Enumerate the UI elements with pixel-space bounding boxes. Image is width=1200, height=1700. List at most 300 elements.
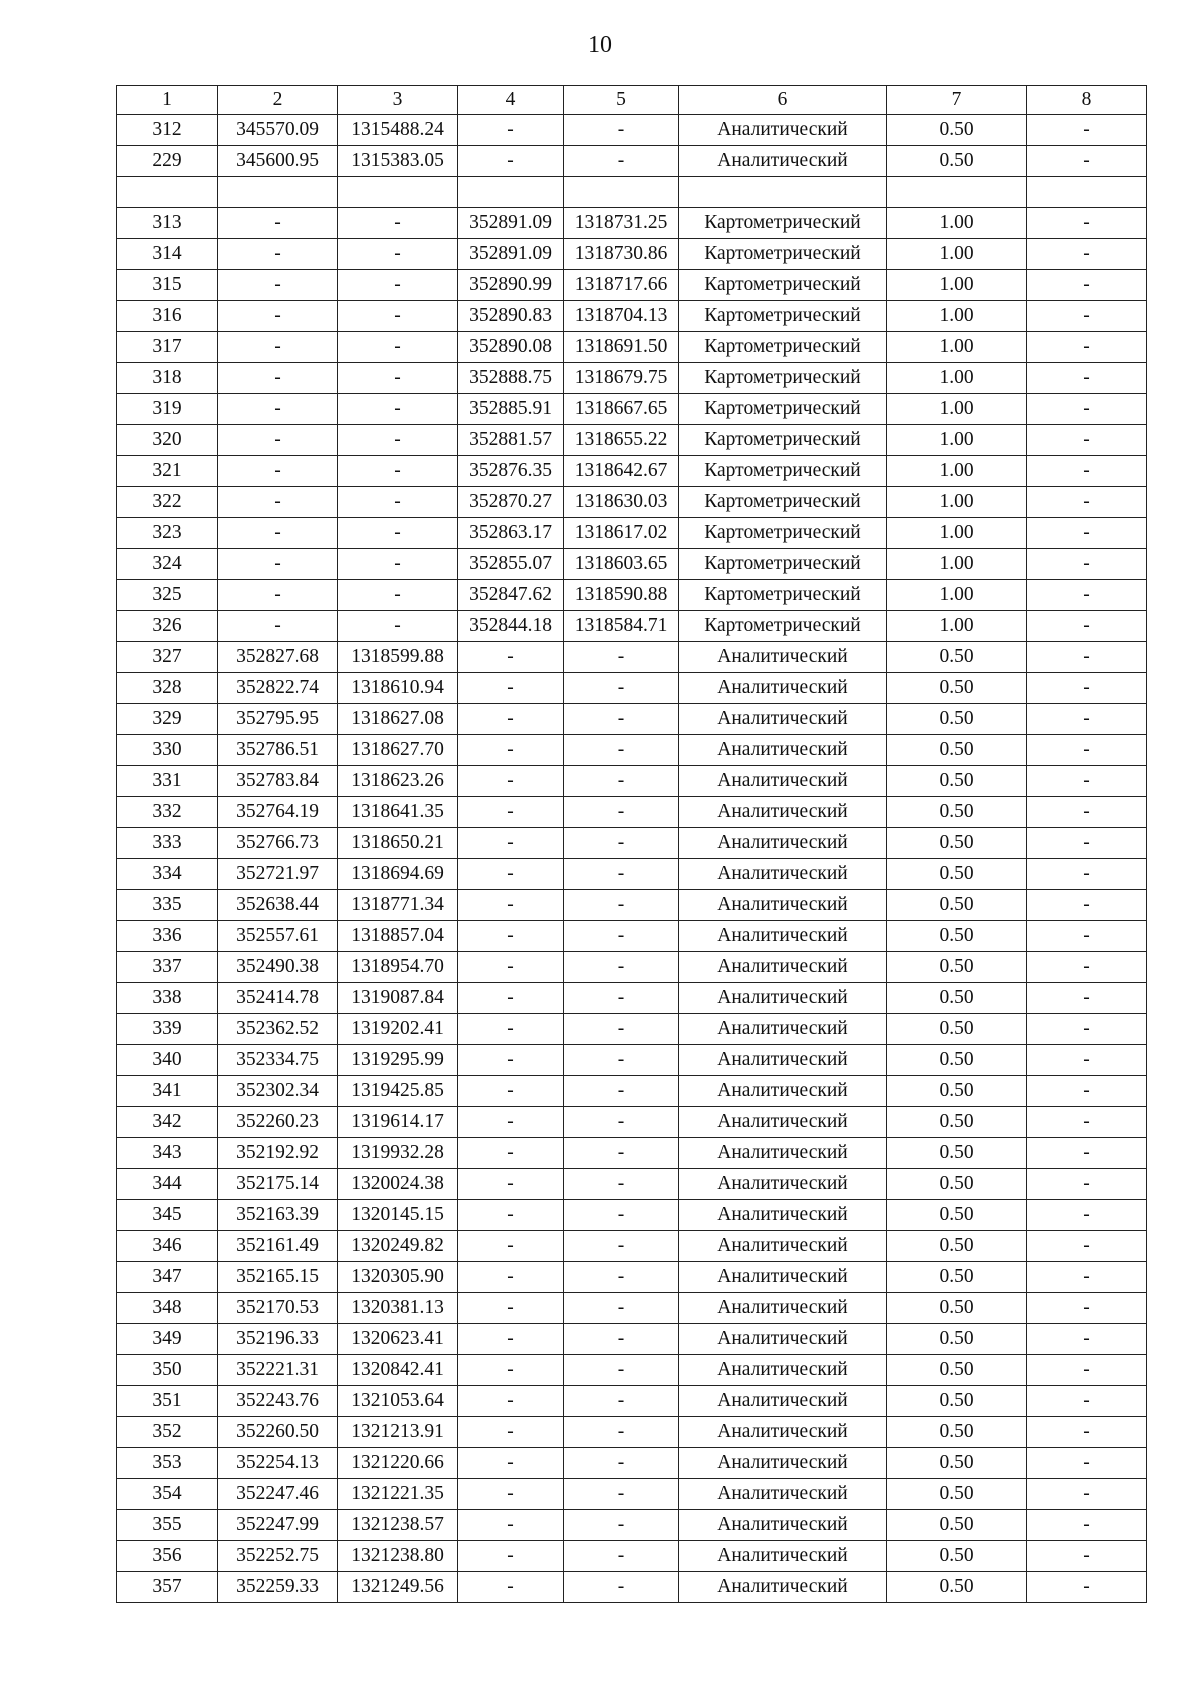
table-cell: Аналитический: [679, 1076, 887, 1107]
table-cell: 1320842.41: [338, 1355, 458, 1386]
table-cell: -: [564, 1200, 679, 1231]
table-cell: 0.50: [887, 1076, 1027, 1107]
table-cell: [338, 177, 458, 208]
table-cell: 0.50: [887, 1510, 1027, 1541]
table-row: [117, 487, 1147, 518]
table-cell: -: [564, 1572, 679, 1603]
table-cell: -: [1027, 208, 1147, 239]
table-cell: 0.50: [887, 735, 1027, 766]
table-cell: 345600.95: [218, 146, 338, 177]
table-cell: Картометрический: [679, 208, 887, 239]
table-cell: 1319614.17: [338, 1107, 458, 1138]
table-cell: 352163.39: [218, 1200, 338, 1231]
table-cell: 352260.23: [218, 1107, 338, 1138]
table-cell: 352890.83: [458, 301, 564, 332]
table-cell: 352786.51: [218, 735, 338, 766]
header-cell: 5: [564, 86, 679, 115]
table-cell: 1318717.66: [564, 270, 679, 301]
table-cell: -: [1027, 146, 1147, 177]
table-cell: Картометрический: [679, 394, 887, 425]
table-cell: 353: [117, 1448, 218, 1479]
table-cell: Аналитический: [679, 859, 887, 890]
table-row: [117, 363, 1147, 394]
table-cell: 0.50: [887, 921, 1027, 952]
table-cell: -: [458, 952, 564, 983]
table-cell: Аналитический: [679, 921, 887, 952]
table-row: [117, 952, 1147, 983]
table-cell: 352302.34: [218, 1076, 338, 1107]
table-cell: -: [1027, 611, 1147, 642]
table-cell: 1.00: [887, 611, 1027, 642]
table-cell: 352254.13: [218, 1448, 338, 1479]
table-cell: -: [458, 1324, 564, 1355]
table-cell: Аналитический: [679, 735, 887, 766]
table-cell: 1319087.84: [338, 983, 458, 1014]
table-cell: 352891.09: [458, 208, 564, 239]
table-cell: -: [338, 487, 458, 518]
table-cell: 352175.14: [218, 1169, 338, 1200]
table-cell: 329: [117, 704, 218, 735]
table-cell: -: [1027, 425, 1147, 456]
table-cell: -: [564, 983, 679, 1014]
table-cell: 313: [117, 208, 218, 239]
table-cell: 352247.46: [218, 1479, 338, 1510]
table-cell: -: [218, 363, 338, 394]
table-row: [117, 1479, 1147, 1510]
table-cell: -: [338, 239, 458, 270]
table-cell: -: [564, 642, 679, 673]
table-cell: -: [458, 1076, 564, 1107]
table-cell: 0.50: [887, 1138, 1027, 1169]
table-cell: -: [458, 1572, 564, 1603]
table-cell: 0.50: [887, 1014, 1027, 1045]
table-cell: 352855.07: [458, 549, 564, 580]
table-cell: -: [458, 766, 564, 797]
table-cell: -: [1027, 1572, 1147, 1603]
table-row: [117, 859, 1147, 890]
table-cell: -: [338, 611, 458, 642]
table-cell: -: [564, 890, 679, 921]
table-cell: -: [458, 921, 564, 952]
table-cell: -: [564, 673, 679, 704]
table-cell: -: [1027, 642, 1147, 673]
table-cell: 347: [117, 1262, 218, 1293]
table-row: [117, 1448, 1147, 1479]
table-cell: 352847.62: [458, 580, 564, 611]
table-cell: Аналитический: [679, 673, 887, 704]
table-cell: Аналитический: [679, 1324, 887, 1355]
table-cell: 1.00: [887, 518, 1027, 549]
table-cell: -: [218, 332, 338, 363]
table-cell: 0.50: [887, 1355, 1027, 1386]
table-cell: -: [458, 1355, 564, 1386]
table-cell: -: [1027, 239, 1147, 270]
table-cell: -: [1027, 1386, 1147, 1417]
table-cell: 0.50: [887, 1572, 1027, 1603]
table-row: [117, 1293, 1147, 1324]
table-cell: 352247.99: [218, 1510, 338, 1541]
table-cell: 349: [117, 1324, 218, 1355]
table-cell: Аналитический: [679, 1479, 887, 1510]
table-cell: -: [564, 1107, 679, 1138]
table-cell: -: [1027, 363, 1147, 394]
table-cell: -: [564, 921, 679, 952]
table-row: [117, 239, 1147, 270]
table-row: [117, 611, 1147, 642]
table-row: [117, 642, 1147, 673]
table-cell: 330: [117, 735, 218, 766]
table-cell: -: [458, 1231, 564, 1262]
table-cell: -: [1027, 580, 1147, 611]
table-cell: -: [1027, 766, 1147, 797]
table-cell: Аналитический: [679, 1262, 887, 1293]
table-cell: Аналитический: [679, 766, 887, 797]
table-row: [117, 1386, 1147, 1417]
table-row: [117, 766, 1147, 797]
table-cell: 1320381.13: [338, 1293, 458, 1324]
table-cell: 1318704.13: [564, 301, 679, 332]
table-cell: 1.00: [887, 549, 1027, 580]
table-cell: Аналитический: [679, 1293, 887, 1324]
table-cell: 352822.74: [218, 673, 338, 704]
table-cell: -: [458, 1510, 564, 1541]
table-cell: -: [458, 146, 564, 177]
table-cell: 0.50: [887, 1541, 1027, 1572]
table-cell: -: [458, 1138, 564, 1169]
table-cell: 352165.15: [218, 1262, 338, 1293]
table-row: [117, 1076, 1147, 1107]
table-cell: 0.50: [887, 1262, 1027, 1293]
table-cell: 352888.75: [458, 363, 564, 394]
table-cell: 352252.75: [218, 1541, 338, 1572]
table-row: [117, 890, 1147, 921]
table-cell: -: [1027, 1293, 1147, 1324]
table-cell: 352414.78: [218, 983, 338, 1014]
table-cell: -: [1027, 115, 1147, 146]
table-cell: 333: [117, 828, 218, 859]
table-cell: 1320623.41: [338, 1324, 458, 1355]
table-cell: 352170.53: [218, 1293, 338, 1324]
table-cell: -: [1027, 1541, 1147, 1572]
table-cell: -: [1027, 1510, 1147, 1541]
table-cell: 344: [117, 1169, 218, 1200]
table-cell: -: [458, 1293, 564, 1324]
table-cell: 315: [117, 270, 218, 301]
table-cell: 0.50: [887, 1324, 1027, 1355]
table-cell: 352827.68: [218, 642, 338, 673]
table-cell: [117, 177, 218, 208]
table-cell: 352721.97: [218, 859, 338, 890]
table-cell: 1318679.75: [564, 363, 679, 394]
table-cell: -: [1027, 952, 1147, 983]
table-cell: -: [458, 859, 564, 890]
table-cell: -: [1027, 921, 1147, 952]
table-cell: Аналитический: [679, 642, 887, 673]
table-cell: Аналитический: [679, 1448, 887, 1479]
table-cell: Картометрический: [679, 239, 887, 270]
table-row: [117, 115, 1147, 146]
table-cell: -: [564, 1510, 679, 1541]
table-cell: 0.50: [887, 983, 1027, 1014]
table-cell: Аналитический: [679, 1510, 887, 1541]
table-cell: 332: [117, 797, 218, 828]
table-cell: -: [1027, 1138, 1147, 1169]
table-cell: 1321053.64: [338, 1386, 458, 1417]
table-cell: -: [338, 425, 458, 456]
table-cell: -: [564, 115, 679, 146]
table-cell: -: [1027, 890, 1147, 921]
table-cell: 1321238.80: [338, 1541, 458, 1572]
table-cell: -: [338, 394, 458, 425]
table-row: [117, 1138, 1147, 1169]
table-cell: 1318627.70: [338, 735, 458, 766]
table-cell: 352334.75: [218, 1045, 338, 1076]
table-cell: 1.00: [887, 301, 1027, 332]
table-cell: -: [458, 1541, 564, 1572]
table-row: [117, 1262, 1147, 1293]
table-cell: 1.00: [887, 270, 1027, 301]
table-cell: -: [1027, 735, 1147, 766]
table-cell: Аналитический: [679, 1169, 887, 1200]
table-cell: -: [218, 270, 338, 301]
table-cell: -: [1027, 301, 1147, 332]
table-row: [117, 394, 1147, 425]
table-row: [117, 1231, 1147, 1262]
table-cell: -: [458, 828, 564, 859]
header-cell: 1: [117, 86, 218, 115]
table-row: [117, 425, 1147, 456]
table-row: [117, 983, 1147, 1014]
table-cell: 352890.99: [458, 270, 564, 301]
table-cell: 229: [117, 146, 218, 177]
table-cell: 352764.19: [218, 797, 338, 828]
table-cell: 352259.33: [218, 1572, 338, 1603]
table-cell: 348: [117, 1293, 218, 1324]
table-cell: 334: [117, 859, 218, 890]
table-cell: 0.50: [887, 642, 1027, 673]
table-cell: 0.50: [887, 1231, 1027, 1262]
table-cell: 1318655.22: [564, 425, 679, 456]
table-cell: Картометрический: [679, 363, 887, 394]
header-row: [117, 86, 1147, 115]
table-cell: 355: [117, 1510, 218, 1541]
table-cell: 1.00: [887, 363, 1027, 394]
table-cell: -: [564, 1324, 679, 1355]
table-cell: 1318691.50: [564, 332, 679, 363]
header-cell: 2: [218, 86, 338, 115]
table-row: [117, 301, 1147, 332]
table-cell: 321: [117, 456, 218, 487]
table-cell: 317: [117, 332, 218, 363]
table-cell: -: [458, 1014, 564, 1045]
table-cell: -: [458, 1417, 564, 1448]
table-cell: Аналитический: [679, 1355, 887, 1386]
table-row: [117, 270, 1147, 301]
table-cell: -: [1027, 487, 1147, 518]
table-cell: 352196.33: [218, 1324, 338, 1355]
table-cell: -: [564, 1231, 679, 1262]
table-cell: 352: [117, 1417, 218, 1448]
table-cell: 1318599.88: [338, 642, 458, 673]
table-cell: -: [564, 1417, 679, 1448]
table-cell: 1321213.91: [338, 1417, 458, 1448]
table-cell: [458, 177, 564, 208]
table-cell: -: [1027, 1107, 1147, 1138]
table-cell: Аналитический: [679, 890, 887, 921]
table-cell: -: [1027, 332, 1147, 363]
table-cell: -: [458, 1386, 564, 1417]
table-row: [117, 332, 1147, 363]
table-cell: -: [1027, 828, 1147, 859]
table-row: [117, 456, 1147, 487]
table-cell: 1319932.28: [338, 1138, 458, 1169]
table-cell: 1318623.26: [338, 766, 458, 797]
table-cell: -: [1027, 1417, 1147, 1448]
table-cell: 312: [117, 115, 218, 146]
table-cell: -: [564, 797, 679, 828]
table-cell: -: [564, 1076, 679, 1107]
table-cell: [1027, 177, 1147, 208]
table-cell: -: [338, 580, 458, 611]
table-cell: 1.00: [887, 208, 1027, 239]
table-row: [117, 1355, 1147, 1386]
table-cell: 0.50: [887, 1200, 1027, 1231]
table-cell: 356: [117, 1541, 218, 1572]
table-cell: 1318771.34: [338, 890, 458, 921]
table-cell: Аналитический: [679, 115, 887, 146]
table-row: [117, 735, 1147, 766]
table-cell: -: [458, 735, 564, 766]
table-cell: -: [458, 1107, 564, 1138]
table-cell: -: [1027, 1014, 1147, 1045]
table-cell: -: [564, 1386, 679, 1417]
table-cell: 352783.84: [218, 766, 338, 797]
table-cell: -: [564, 1138, 679, 1169]
table-cell: 1.00: [887, 332, 1027, 363]
table-cell: -: [564, 1355, 679, 1386]
table-cell: -: [564, 735, 679, 766]
table-cell: 343: [117, 1138, 218, 1169]
table-cell: 346: [117, 1231, 218, 1262]
table-cell: -: [1027, 1045, 1147, 1076]
table-row: [117, 673, 1147, 704]
table-row: [117, 549, 1147, 580]
table-cell: -: [458, 890, 564, 921]
table-cell: 0.50: [887, 1479, 1027, 1510]
table-cell: -: [338, 270, 458, 301]
table-cell: 352362.52: [218, 1014, 338, 1045]
table-cell: -: [564, 766, 679, 797]
table-cell: -: [458, 673, 564, 704]
table-cell: 0.50: [887, 952, 1027, 983]
table-cell: 0.50: [887, 673, 1027, 704]
table-cell: -: [458, 1479, 564, 1510]
table-cell: 352885.91: [458, 394, 564, 425]
table-cell: 0.50: [887, 828, 1027, 859]
table-cell: 339: [117, 1014, 218, 1045]
table-row: [117, 1572, 1147, 1603]
table-cell: -: [458, 983, 564, 1014]
table-cell: 352490.38: [218, 952, 338, 983]
table-cell: 318: [117, 363, 218, 394]
table-cell: -: [564, 146, 679, 177]
table-cell: 342: [117, 1107, 218, 1138]
header-cell: 4: [458, 86, 564, 115]
table-cell: -: [564, 1479, 679, 1510]
table-row: [117, 1417, 1147, 1448]
table-row: [117, 580, 1147, 611]
table-cell: -: [218, 208, 338, 239]
table-cell: 345570.09: [218, 115, 338, 146]
table-cell: 323: [117, 518, 218, 549]
table-cell: -: [564, 1045, 679, 1076]
table-cell: 352795.95: [218, 704, 338, 735]
table-cell: Аналитический: [679, 1107, 887, 1138]
table-cell: 351: [117, 1386, 218, 1417]
table-row: [117, 518, 1147, 549]
table-cell: Картометрический: [679, 425, 887, 456]
table-cell: Аналитический: [679, 1572, 887, 1603]
table-cell: Картометрический: [679, 332, 887, 363]
table-cell: -: [458, 642, 564, 673]
table-cell: 340: [117, 1045, 218, 1076]
table-cell: -: [1027, 1076, 1147, 1107]
table-cell: 335: [117, 890, 218, 921]
table-row: [117, 177, 1147, 208]
table-cell: -: [458, 704, 564, 735]
table-cell: -: [1027, 797, 1147, 828]
table-cell: 314: [117, 239, 218, 270]
table-body: [117, 115, 1147, 1603]
table-cell: 1318694.69: [338, 859, 458, 890]
table-cell: -: [218, 425, 338, 456]
table-cell: -: [1027, 394, 1147, 425]
table-cell: 350: [117, 1355, 218, 1386]
table-cell: 1318641.35: [338, 797, 458, 828]
table-cell: Аналитический: [679, 1014, 887, 1045]
table-cell: 0.50: [887, 1386, 1027, 1417]
table-cell: 352766.73: [218, 828, 338, 859]
table-cell: 1318610.94: [338, 673, 458, 704]
table-cell: 345: [117, 1200, 218, 1231]
table-cell: 0.50: [887, 1169, 1027, 1200]
table-cell: 1318584.71: [564, 611, 679, 642]
table-cell: -: [564, 1448, 679, 1479]
table-cell: 1318617.02: [564, 518, 679, 549]
header-cell: 7: [887, 86, 1027, 115]
table-cell: -: [338, 363, 458, 394]
table-cell: Картометрический: [679, 456, 887, 487]
table-cell: 1321221.35: [338, 1479, 458, 1510]
table-cell: 1.00: [887, 487, 1027, 518]
table-cell: -: [218, 549, 338, 580]
table-cell: Аналитический: [679, 146, 887, 177]
table-row: [117, 704, 1147, 735]
table-cell: 352881.57: [458, 425, 564, 456]
table-cell: 336: [117, 921, 218, 952]
table-cell: -: [218, 239, 338, 270]
table-cell: -: [218, 394, 338, 425]
table-cell: 0.50: [887, 797, 1027, 828]
table-cell: 0.50: [887, 704, 1027, 735]
table-cell: Картометрический: [679, 549, 887, 580]
table-cell: Картометрический: [679, 301, 887, 332]
table-cell: 1.00: [887, 456, 1027, 487]
table-cell: -: [1027, 456, 1147, 487]
table-cell: Аналитический: [679, 1200, 887, 1231]
table-cell: Картометрический: [679, 270, 887, 301]
table-row: [117, 1200, 1147, 1231]
